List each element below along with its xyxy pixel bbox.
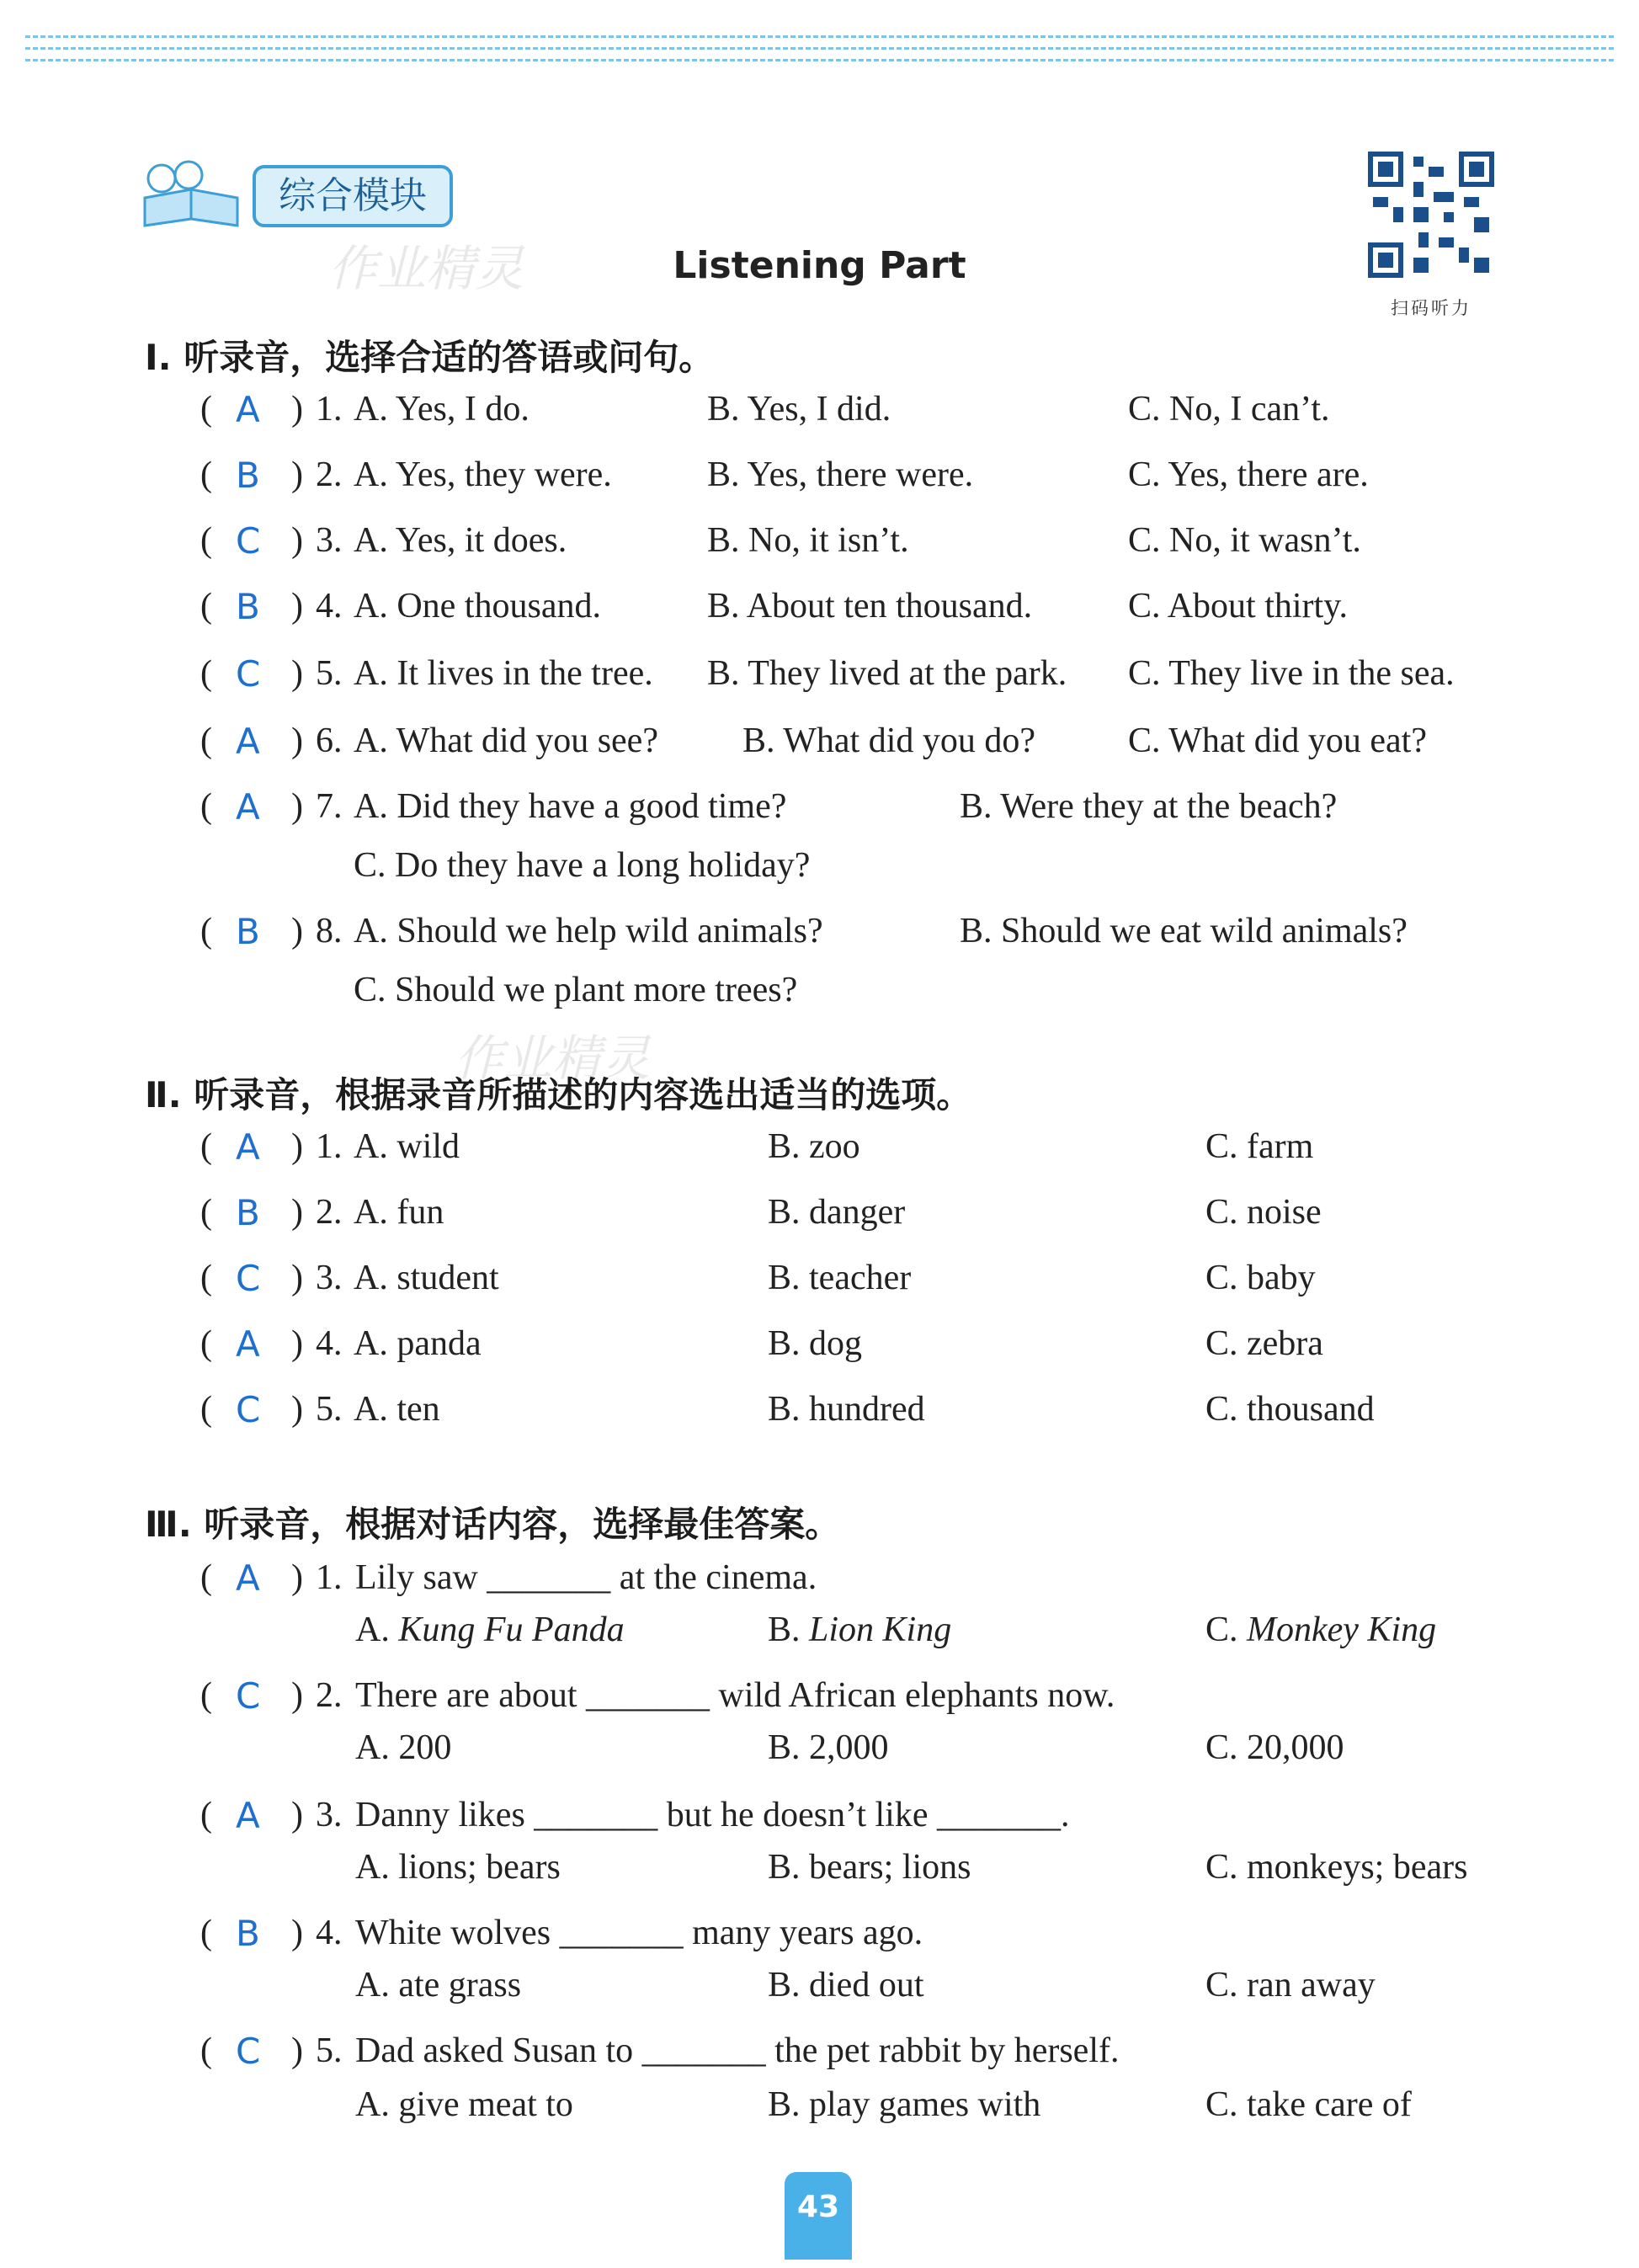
answer-mark: C bbox=[236, 1389, 261, 1430]
question-number: 1. bbox=[316, 1127, 343, 1166]
option-b: B. What did you do? bbox=[742, 721, 1036, 760]
answer-mark: A bbox=[236, 1323, 260, 1365]
option-b: B. Yes, I did. bbox=[707, 390, 891, 429]
option-b: B. Yes, there were. bbox=[707, 455, 974, 494]
option-b: B. Were they at the beach? bbox=[960, 787, 1338, 826]
question-stem: Lily saw _______ at the cinema. bbox=[355, 1558, 817, 1597]
option-a: A. One thousand. bbox=[354, 587, 601, 626]
option-c: C. farm bbox=[1205, 1127, 1314, 1166]
question-number: 8. bbox=[316, 912, 343, 950]
option-b: B. Should we eat wild animals? bbox=[960, 912, 1408, 950]
option-b: B. About ten thousand. bbox=[707, 587, 1033, 626]
question-row: ( C ) bbox=[200, 653, 303, 695]
question-row: ( C ) bbox=[200, 1675, 303, 1717]
option-b: B. zoo bbox=[768, 1127, 860, 1166]
qr-code-icon bbox=[1368, 152, 1494, 278]
question-row: ( B ) bbox=[200, 911, 303, 952]
question-number: 7. bbox=[316, 787, 343, 826]
option-c: C. No, it wasn’t. bbox=[1128, 521, 1361, 560]
option-c: C. thousand bbox=[1205, 1390, 1375, 1429]
answer-mark: A bbox=[236, 1557, 260, 1599]
question-row: ( A ) bbox=[200, 1795, 303, 1836]
answer-mark: C bbox=[236, 1258, 261, 1299]
question-number: 5. bbox=[316, 654, 343, 693]
section-heading-1: Ⅰ. 听录音，选择合适的答语或问句。 bbox=[145, 337, 715, 378]
answer-mark: C bbox=[236, 2031, 261, 2072]
question-row: ( C ) bbox=[200, 520, 303, 562]
option-b: B. hundred bbox=[768, 1390, 925, 1429]
answer-mark: C bbox=[236, 1675, 261, 1717]
question-number: 1. bbox=[316, 1558, 343, 1597]
option-a: A. lions; bears bbox=[355, 1848, 561, 1887]
question-stem: White wolves _______ many years ago. bbox=[355, 1914, 923, 1952]
module-badge: 综合模块 bbox=[253, 165, 453, 227]
option-a: A. What did you see? bbox=[354, 721, 658, 760]
option-c: C. They live in the sea. bbox=[1128, 654, 1455, 693]
watermark: 作业精灵 bbox=[455, 1030, 651, 1087]
option-c: C. What did you eat? bbox=[1128, 721, 1427, 760]
question-row: ( C ) bbox=[200, 1389, 303, 1430]
question-row: ( B ) bbox=[200, 455, 303, 496]
option-a: A. give meat to bbox=[355, 2085, 573, 2124]
option-c: C. 20,000 bbox=[1205, 1728, 1344, 1767]
option-a: A. ate grass bbox=[355, 1966, 522, 2004]
section-heading-3: Ⅲ. 听录音，根据对话内容，选择最佳答案。 bbox=[145, 1504, 841, 1545]
option-b: B. 2,000 bbox=[768, 1728, 889, 1767]
option-a: A. 200 bbox=[355, 1728, 452, 1767]
question-row: ( C ) bbox=[200, 2031, 303, 2072]
option-b: B. Lion King bbox=[768, 1610, 952, 1649]
option-b: B. play games with bbox=[768, 2085, 1041, 2124]
option-b: B. They lived at the park. bbox=[707, 654, 1067, 693]
answer-mark: B bbox=[236, 1192, 260, 1233]
answer-mark: A bbox=[236, 786, 260, 828]
option-c: C. zebra bbox=[1205, 1324, 1323, 1363]
option-a: A. Kung Fu Panda bbox=[355, 1610, 625, 1649]
qr-label: 扫码听力 bbox=[1391, 298, 1471, 318]
page-number: 43 bbox=[785, 2172, 852, 2260]
question-row: ( A ) bbox=[200, 1557, 303, 1599]
question-number: 5. bbox=[316, 1390, 343, 1429]
option-a: A. Yes, they were. bbox=[354, 455, 612, 494]
answer-mark: C bbox=[236, 520, 261, 562]
answer-mark: A bbox=[236, 1795, 260, 1836]
option-b: B. died out bbox=[768, 1966, 924, 2004]
option-a: A. Did they have a good time? bbox=[354, 787, 787, 826]
question-number: 3. bbox=[316, 1796, 343, 1834]
option-a: A. It lives in the tree. bbox=[354, 654, 653, 693]
question-number: 3. bbox=[316, 1259, 343, 1297]
question-stem: Dad asked Susan to _______ the pet rabbit by herself. bbox=[355, 2031, 1120, 2070]
answer-mark: A bbox=[236, 721, 260, 762]
option-c: C. Yes, there are. bbox=[1128, 455, 1369, 494]
question-number: 4. bbox=[316, 1324, 343, 1363]
option-a: A. ten bbox=[354, 1390, 440, 1429]
question-row: ( B ) bbox=[200, 586, 303, 627]
option-b: B. bears; lions bbox=[768, 1848, 971, 1887]
option-c: C. baby bbox=[1205, 1259, 1316, 1297]
option-c: C. About thirty. bbox=[1128, 587, 1348, 626]
option-c: C. noise bbox=[1205, 1193, 1322, 1232]
question-stem: Danny likes _______ but he doesn’t like _______. bbox=[355, 1796, 1070, 1834]
option-c: C. Should we plant more trees? bbox=[354, 971, 798, 1009]
reading-children-icon bbox=[136, 160, 246, 227]
option-a: A. fun bbox=[354, 1193, 444, 1232]
top-border-dots-1 bbox=[25, 35, 1614, 38]
question-number: 2. bbox=[316, 1193, 343, 1232]
question-number: 1. bbox=[316, 390, 343, 429]
answer-mark: A bbox=[236, 1126, 260, 1168]
option-c: C. take care of bbox=[1205, 2085, 1412, 2124]
question-number: 2. bbox=[316, 1676, 343, 1715]
question-number: 5. bbox=[316, 2031, 343, 2070]
option-a: A. Yes, it does. bbox=[354, 521, 567, 560]
question-row: ( A ) bbox=[200, 721, 303, 762]
top-border-dots-3 bbox=[25, 59, 1614, 61]
option-c: C. Do they have a long holiday? bbox=[354, 846, 811, 885]
page-title: Listening Part bbox=[673, 244, 966, 287]
answer-mark: C bbox=[236, 653, 261, 695]
question-number: 2. bbox=[316, 455, 343, 494]
top-border-dots-2 bbox=[25, 47, 1614, 50]
watermark: 作业精灵 bbox=[328, 240, 524, 297]
option-a: A. wild bbox=[354, 1127, 460, 1166]
option-b: B. teacher bbox=[768, 1259, 912, 1297]
option-a: A. Should we help wild animals? bbox=[354, 912, 823, 950]
question-number: 6. bbox=[316, 721, 343, 760]
section-heading-2: Ⅱ. 听录音，根据录音所描述的内容选出适当的选项。 bbox=[145, 1074, 972, 1115]
question-row: ( A ) bbox=[200, 1323, 303, 1365]
option-b: B. danger bbox=[768, 1193, 906, 1232]
answer-mark: A bbox=[236, 389, 260, 430]
option-b: B. No, it isn’t. bbox=[707, 521, 909, 560]
question-number: 4. bbox=[316, 1914, 343, 1952]
question-number: 3. bbox=[316, 521, 343, 560]
answer-mark: B bbox=[236, 1913, 260, 1954]
answer-mark: B bbox=[236, 911, 260, 952]
answer-mark: B bbox=[236, 586, 260, 627]
option-c: C. Monkey King bbox=[1205, 1610, 1437, 1649]
option-c: C. ran away bbox=[1205, 1966, 1376, 2004]
option-a: A. Yes, I do. bbox=[354, 390, 529, 429]
question-row: ( A ) bbox=[200, 389, 303, 430]
question-row: ( A ) bbox=[200, 1126, 303, 1168]
option-b: B. dog bbox=[768, 1324, 863, 1363]
question-row: ( B ) bbox=[200, 1913, 303, 1954]
question-stem: There are about _______ wild African elephants now. bbox=[355, 1676, 1115, 1715]
question-row: ( A ) bbox=[200, 786, 303, 828]
question-number: 4. bbox=[316, 587, 343, 626]
option-a: A. panda bbox=[354, 1324, 482, 1363]
answer-mark: B bbox=[236, 455, 260, 496]
option-c: C. No, I can’t. bbox=[1128, 390, 1330, 429]
question-row: ( C ) bbox=[200, 1258, 303, 1299]
option-a: A. student bbox=[354, 1259, 499, 1297]
question-row: ( B ) bbox=[200, 1192, 303, 1233]
option-c: C. monkeys; bears bbox=[1205, 1848, 1468, 1887]
